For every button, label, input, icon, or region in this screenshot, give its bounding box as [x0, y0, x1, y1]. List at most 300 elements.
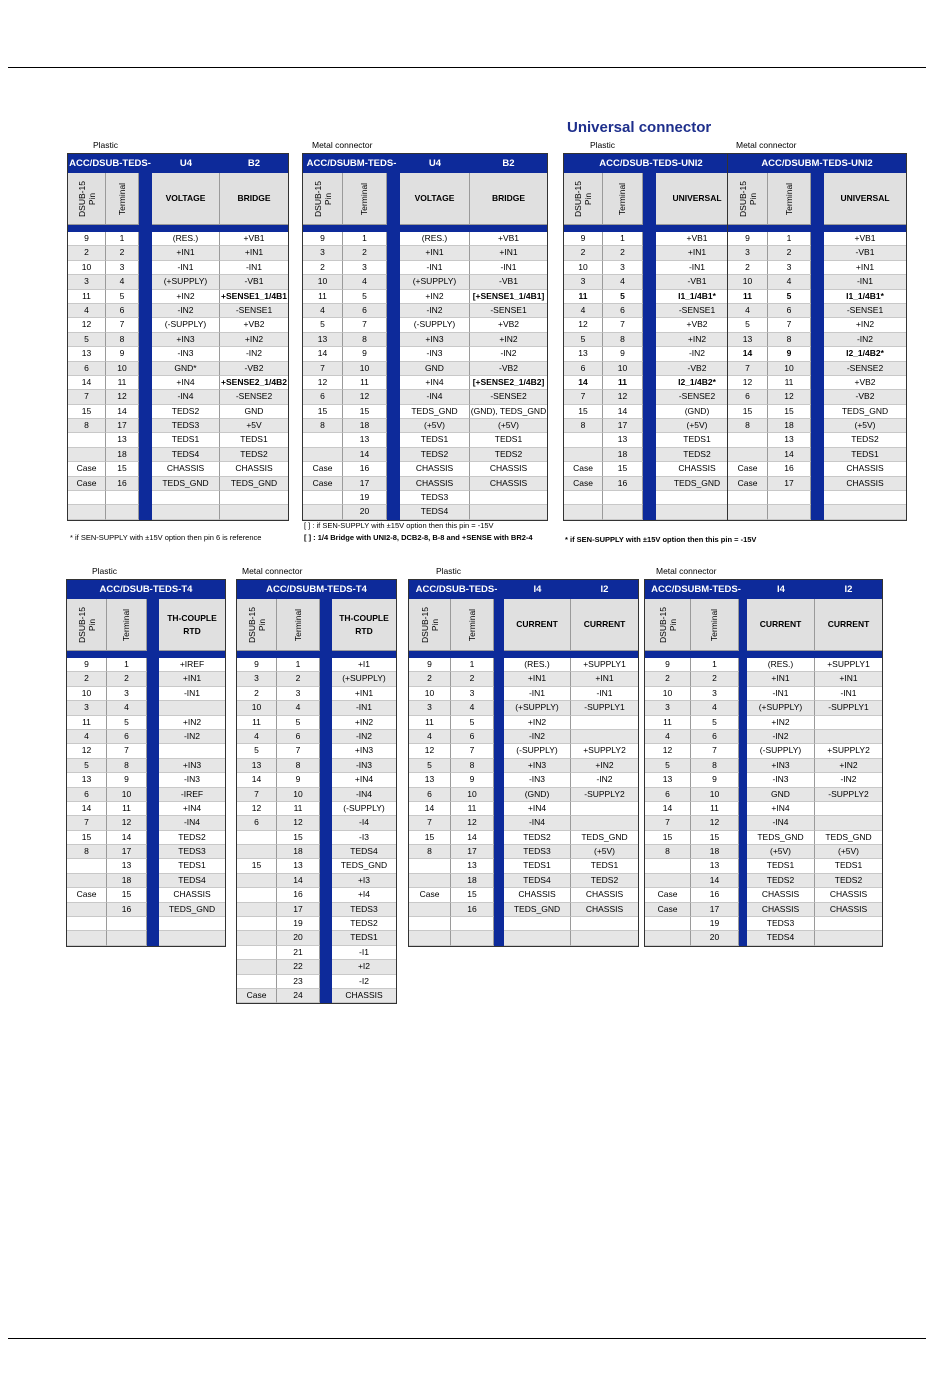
blue-separator: [739, 816, 747, 830]
blue-separator: [139, 246, 152, 260]
table-label: Metal connector: [242, 566, 303, 576]
blue-separator: [387, 246, 400, 260]
signal-cell: CHASSIS: [400, 462, 470, 476]
blue-separator: [739, 859, 747, 873]
terminal-cell: 18: [691, 845, 739, 859]
pin-cell: 10: [68, 261, 106, 275]
signal-cell: +SUPPLY1: [815, 658, 882, 672]
signal-cell: TEDS_GND: [656, 477, 738, 491]
blue-separator: [139, 173, 152, 225]
terminal-header-text: Terminal: [293, 608, 303, 641]
header-strip: [237, 651, 396, 658]
signal-cell: CHASSIS: [815, 888, 882, 902]
blue-separator: [320, 917, 332, 931]
blue-separator: [147, 599, 159, 651]
signal-cell: TEDS_GND: [815, 831, 882, 845]
pin-cell: 11: [409, 716, 451, 730]
signal-cell: [+SENSE1_1/4B1]: [470, 290, 547, 304]
blue-separator: [320, 816, 332, 830]
blue-separator: [147, 687, 159, 701]
terminal-cell: 11: [691, 802, 739, 816]
blue-separator: [320, 989, 332, 1003]
blue-separator: [387, 462, 400, 476]
pin-cell: 2: [68, 246, 106, 260]
blue-separator: [811, 290, 824, 304]
pin-cell: 9: [237, 658, 277, 672]
table-variant-title: U4: [400, 154, 470, 173]
page-title: Universal connector: [567, 119, 712, 136]
signal-cell: +IN1: [152, 246, 220, 260]
pin-cell: 5: [68, 333, 106, 347]
signal-cell: [571, 816, 638, 830]
terminal-cell: 17: [277, 903, 320, 917]
pin-cell: [237, 917, 277, 931]
pin-cell: [564, 491, 603, 505]
blue-separator: [494, 701, 504, 715]
terminal-header: [107, 599, 147, 651]
terminal-header: [277, 599, 320, 651]
pin-table-t3: [563, 153, 739, 521]
signal-cell: -I1: [332, 946, 396, 960]
terminal-cell: 24: [277, 989, 320, 1003]
terminal-cell: 3: [277, 687, 320, 701]
pin-cell: 7: [564, 390, 603, 404]
terminal-cell: 19: [277, 917, 320, 931]
pin-cell: 7: [237, 788, 277, 802]
signal-cell: -SUPPLY2: [571, 788, 638, 802]
pin-cell: [564, 433, 603, 447]
blue-separator: [494, 888, 504, 902]
blue-separator: [494, 599, 504, 651]
signal-cell: CHASSIS: [504, 888, 571, 902]
pin-cell: 3: [564, 275, 603, 289]
blue-separator: [387, 347, 400, 361]
terminal-cell: 12: [451, 816, 494, 830]
signal-cell: -SENSE2: [470, 390, 547, 404]
blue-separator: [139, 448, 152, 462]
value-header: [470, 173, 547, 225]
terminal-cell: 8: [106, 333, 139, 347]
pin-cell: 14: [67, 802, 107, 816]
pin-cell: [409, 903, 451, 917]
header-strip: [409, 651, 638, 658]
blue-separator: [494, 788, 504, 802]
signal-cell: +IN2: [220, 333, 288, 347]
terminal-cell: 20: [277, 931, 320, 945]
signal-cell: TEDS4: [747, 931, 815, 945]
signal-cell: +SENSE1_1/4B1: [220, 290, 288, 304]
table-title: ACC/DSUBM-TEDS-: [645, 580, 747, 599]
signal-cell: -IN2: [504, 730, 571, 744]
pin-header: [67, 599, 107, 651]
signal-cell: TEDS4: [400, 505, 470, 519]
pin-cell: 6: [303, 390, 343, 404]
signal-cell: +VB1: [656, 232, 738, 246]
signal-cell: -IN1: [656, 261, 738, 275]
signal-cell: [571, 802, 638, 816]
terminal-cell: [603, 505, 643, 519]
blue-separator: [494, 759, 504, 773]
signal-cell: (RES.): [504, 658, 571, 672]
signal-cell: CHASSIS: [747, 903, 815, 917]
pin-cell: 4: [564, 304, 603, 318]
pin-cell: 12: [67, 744, 107, 758]
terminal-cell: 15: [343, 405, 387, 419]
pin-cell: 12: [728, 376, 768, 390]
signal-cell: [571, 716, 638, 730]
header-strip: [68, 225, 288, 232]
signal-cell: -IN4: [152, 390, 220, 404]
pin-cell: 2: [237, 687, 277, 701]
terminal-cell: 13: [106, 433, 139, 447]
signal-cell: (+5V): [400, 419, 470, 433]
signal-cell: +IN1: [815, 672, 882, 686]
terminal-cell: 2: [106, 246, 139, 260]
pin-header-text: DSUB-15 Pin: [657, 606, 678, 643]
blue-separator: [320, 672, 332, 686]
pin-header-text: DSUB-15 Pin: [76, 606, 97, 643]
pin-cell: 2: [728, 261, 768, 275]
terminal-cell: 11: [277, 802, 320, 816]
blue-separator: [811, 318, 824, 332]
blue-separator: [494, 874, 504, 888]
signal-cell: I1_1/4B1*: [824, 290, 906, 304]
note-uni2: * if SEN-SUPPLY with ±15V option then this pin = -15V: [565, 535, 757, 544]
terminal-cell: 8: [691, 759, 739, 773]
table-variant-title: B2: [470, 154, 547, 173]
note-sen-supply-bracket: [ ] : if SEN-SUPPLY with ±15V option then this pin = -15V: [304, 521, 494, 530]
blue-separator: [494, 917, 504, 931]
signal-cell: -IN4: [159, 816, 225, 830]
blue-separator: [320, 975, 332, 989]
signal-cell: -SUPPLY2: [815, 788, 882, 802]
terminal-cell: 13: [343, 433, 387, 447]
blue-separator: [320, 599, 332, 651]
signal-cell: -VB2: [470, 362, 547, 376]
pin-cell: 3: [728, 246, 768, 260]
terminal-cell: 1: [343, 232, 387, 246]
signal-cell: +IN2: [159, 716, 225, 730]
signal-cell: TEDS2: [747, 874, 815, 888]
signal-cell: TEDS2: [152, 405, 220, 419]
blue-separator: [643, 318, 656, 332]
terminal-cell: 7: [107, 744, 147, 758]
signal-cell: TEDS4: [332, 845, 396, 859]
signal-cell: TEDS_GND: [220, 477, 288, 491]
signal-cell: TEDS2: [400, 448, 470, 462]
blue-separator: [387, 304, 400, 318]
blue-separator: [387, 333, 400, 347]
blue-separator: [147, 658, 159, 672]
signal-cell: TEDS4: [504, 874, 571, 888]
table-title: ACC/DSUB-TEDS-: [409, 580, 504, 599]
signal-cell: +IN1: [220, 246, 288, 260]
pin-cell: 15: [237, 859, 277, 873]
terminal-cell: 3: [691, 687, 739, 701]
terminal-cell: 7: [691, 744, 739, 758]
signal-cell: -SENSE1: [470, 304, 547, 318]
pin-cell: 12: [645, 744, 691, 758]
pin-cell: 9: [728, 232, 768, 246]
value-header: [220, 173, 288, 225]
signal-cell: -SENSE1: [656, 304, 738, 318]
terminal-cell: 2: [603, 246, 643, 260]
blue-separator: [320, 888, 332, 902]
terminal-cell: 17: [768, 477, 811, 491]
blue-separator: [147, 802, 159, 816]
signal-cell: I2_1/4B2*: [656, 376, 738, 390]
signal-cell: TEDS3: [159, 845, 225, 859]
terminal-cell: 22: [277, 960, 320, 974]
signal-cell: TEDS2: [220, 448, 288, 462]
signal-cell: (+SUPPLY): [747, 701, 815, 715]
pin-cell: [67, 874, 107, 888]
signal-cell: TEDS2: [815, 874, 882, 888]
terminal-cell: 10: [106, 362, 139, 376]
terminal-cell: 16: [107, 903, 147, 917]
blue-separator: [643, 433, 656, 447]
pin-cell: 2: [409, 672, 451, 686]
signal-cell: +IN1: [400, 246, 470, 260]
pin-cell: [728, 505, 768, 519]
pin-cell: 9: [67, 658, 107, 672]
terminal-cell: 2: [107, 672, 147, 686]
signal-cell: [656, 491, 738, 505]
blue-separator: [320, 874, 332, 888]
blue-separator: [811, 347, 824, 361]
blue-separator: [739, 788, 747, 802]
signal-cell: -IN1: [152, 261, 220, 275]
pin-cell: 9: [564, 232, 603, 246]
terminal-cell: 17: [691, 903, 739, 917]
terminal-cell: [106, 505, 139, 519]
blue-separator: [139, 304, 152, 318]
signal-cell: -IN3: [159, 773, 225, 787]
terminal-cell: 18: [603, 448, 643, 462]
pin-cell: 8: [409, 845, 451, 859]
terminal-cell: 9: [451, 773, 494, 787]
pin-cell: [67, 931, 107, 945]
signal-cell: TEDS4: [152, 448, 220, 462]
terminal-cell: 4: [603, 275, 643, 289]
terminal-cell: [603, 491, 643, 505]
signal-cell: CHASSIS: [470, 477, 547, 491]
terminal-cell: 8: [768, 333, 811, 347]
signal-cell: I2_1/4B2*: [824, 347, 906, 361]
value-header: [656, 173, 738, 225]
blue-separator: [387, 261, 400, 275]
signal-cell: -I3: [332, 831, 396, 845]
signal-cell: +IN2: [571, 759, 638, 773]
pin-cell: 11: [728, 290, 768, 304]
blue-separator: [811, 304, 824, 318]
blue-separator: [739, 687, 747, 701]
note-sen-supply-pin6: * if SEN-SUPPLY with ±15V option then pin 6 is reference: [70, 533, 262, 542]
blue-separator: [139, 232, 152, 246]
signal-cell: [571, 931, 638, 945]
signal-cell: +IN1: [747, 672, 815, 686]
blue-separator: [643, 448, 656, 462]
signal-cell: [152, 491, 220, 505]
value-header-text: VOLTAGE: [165, 193, 206, 203]
terminal-header-text: Terminal: [359, 182, 370, 215]
signal-cell: TEDS2: [571, 874, 638, 888]
pin-cell: 5: [564, 333, 603, 347]
signal-cell: TEDS2: [504, 831, 571, 845]
terminal-cell: 11: [768, 376, 811, 390]
pin-cell: [303, 491, 343, 505]
blue-separator: [147, 759, 159, 773]
value-header-text: TH-COUPLE RTD: [167, 612, 217, 636]
value-header-text: CURRENT: [827, 619, 870, 629]
pin-cell: Case: [645, 888, 691, 902]
blue-separator: [320, 845, 332, 859]
signal-cell: -IN4: [400, 390, 470, 404]
pin-cell: [303, 505, 343, 519]
pin-cell: 7: [67, 816, 107, 830]
terminal-cell: 15: [106, 462, 139, 476]
pin-cell: [237, 874, 277, 888]
table-variant-title: U4: [152, 154, 220, 173]
pin-cell: 8: [303, 419, 343, 433]
value-header: [747, 599, 815, 651]
pin-header-text: DSUB-15 Pin: [76, 180, 97, 217]
signal-cell: +VB1: [470, 232, 547, 246]
pin-cell: [409, 859, 451, 873]
pin-cell: 6: [564, 362, 603, 376]
signal-cell: CHASSIS: [815, 903, 882, 917]
terminal-cell: 3: [451, 687, 494, 701]
blue-separator: [147, 788, 159, 802]
table-label: Metal connector: [736, 140, 797, 150]
pin-cell: [67, 903, 107, 917]
signal-cell: -IN2: [571, 773, 638, 787]
blue-separator: [643, 491, 656, 505]
signal-cell: (+SUPPLY): [332, 672, 396, 686]
value-header: [815, 599, 882, 651]
signal-cell: +VB2: [220, 318, 288, 332]
blue-separator: [387, 433, 400, 447]
signal-cell: -IN2: [400, 304, 470, 318]
signal-cell: [220, 505, 288, 519]
signal-cell: +IN4: [400, 376, 470, 390]
signal-cell: -IN2: [824, 333, 906, 347]
pin-cell: 10: [728, 275, 768, 289]
signal-cell: CHASSIS: [332, 989, 396, 1003]
signal-cell: -SUPPLY1: [571, 701, 638, 715]
pin-cell: 4: [409, 730, 451, 744]
blue-separator: [811, 405, 824, 419]
blue-separator: [643, 419, 656, 433]
terminal-cell: 10: [691, 788, 739, 802]
blue-separator: [147, 903, 159, 917]
terminal-header: [451, 599, 494, 651]
signal-cell: -IN2: [332, 730, 396, 744]
blue-separator: [387, 505, 400, 519]
pin-cell: 14: [68, 376, 106, 390]
terminal-cell: 15: [451, 888, 494, 902]
value-header-text: BRIDGE: [491, 193, 526, 203]
terminal-cell: 5: [768, 290, 811, 304]
value-header-text: CURRENT: [516, 619, 558, 629]
value-header-text: UNIVERSAL: [840, 193, 890, 203]
signal-cell: CHASSIS: [400, 477, 470, 491]
signal-cell: TEDS_GND: [400, 405, 470, 419]
signal-cell: -IN1: [332, 701, 396, 715]
pin-header-text: DSUB-15 Pin: [419, 606, 440, 643]
blue-separator: [147, 917, 159, 931]
signal-cell: (+5V): [571, 845, 638, 859]
signal-cell: (+SUPPLY): [400, 275, 470, 289]
pin-cell: 11: [564, 290, 603, 304]
signal-cell: TEDS1: [159, 859, 225, 873]
header-rule: [8, 67, 926, 68]
terminal-cell: 4: [106, 275, 139, 289]
terminal-cell: 7: [106, 318, 139, 332]
terminal-cell: 5: [603, 290, 643, 304]
signal-cell: -SENSE2: [656, 390, 738, 404]
terminal-cell: 14: [691, 874, 739, 888]
signal-cell: -IN4: [504, 816, 571, 830]
signal-cell: (+5V): [470, 419, 547, 433]
blue-separator: [139, 419, 152, 433]
pin-cell: 6: [68, 362, 106, 376]
terminal-cell: 2: [343, 246, 387, 260]
pin-table-t5: [66, 579, 226, 947]
blue-separator: [320, 744, 332, 758]
signal-cell: -VB2: [656, 362, 738, 376]
terminal-header-text: Terminal: [121, 608, 132, 641]
pin-cell: 2: [564, 246, 603, 260]
pin-cell: 7: [303, 362, 343, 376]
blue-separator: [811, 491, 824, 505]
pin-cell: [728, 433, 768, 447]
pin-cell: 14: [409, 802, 451, 816]
signal-cell: GND: [400, 362, 470, 376]
pin-cell: 11: [67, 716, 107, 730]
table-variant-title: I4: [504, 580, 571, 599]
signal-cell: CHASSIS: [152, 462, 220, 476]
value-header: [332, 599, 396, 651]
signal-cell: TEDS_GND: [824, 405, 906, 419]
terminal-cell: 5: [691, 716, 739, 730]
value-header: [152, 173, 220, 225]
terminal-cell: 2: [691, 672, 739, 686]
signal-cell: TEDS_GND: [159, 903, 225, 917]
terminal-cell: 19: [343, 491, 387, 505]
table-label: Metal connector: [656, 566, 717, 576]
signal-cell: [571, 917, 638, 931]
blue-separator: [739, 845, 747, 859]
table-label: Plastic: [590, 140, 616, 150]
terminal-cell: 1: [106, 232, 139, 246]
pin-cell: 14: [237, 773, 277, 787]
blue-separator: [139, 347, 152, 361]
pin-cell: [237, 888, 277, 902]
blue-separator: [494, 730, 504, 744]
table-label: Metal connector: [312, 140, 373, 150]
signal-cell: +VB2: [824, 376, 906, 390]
pin-cell: [67, 859, 107, 873]
blue-separator: [811, 448, 824, 462]
value-header-text: CURRENT: [583, 619, 626, 629]
pin-cell: 11: [68, 290, 106, 304]
terminal-cell: 14: [603, 405, 643, 419]
blue-separator: [643, 405, 656, 419]
signal-cell: (GND): [656, 405, 738, 419]
terminal-cell: 12: [768, 390, 811, 404]
signal-cell: -SENSE1: [220, 304, 288, 318]
